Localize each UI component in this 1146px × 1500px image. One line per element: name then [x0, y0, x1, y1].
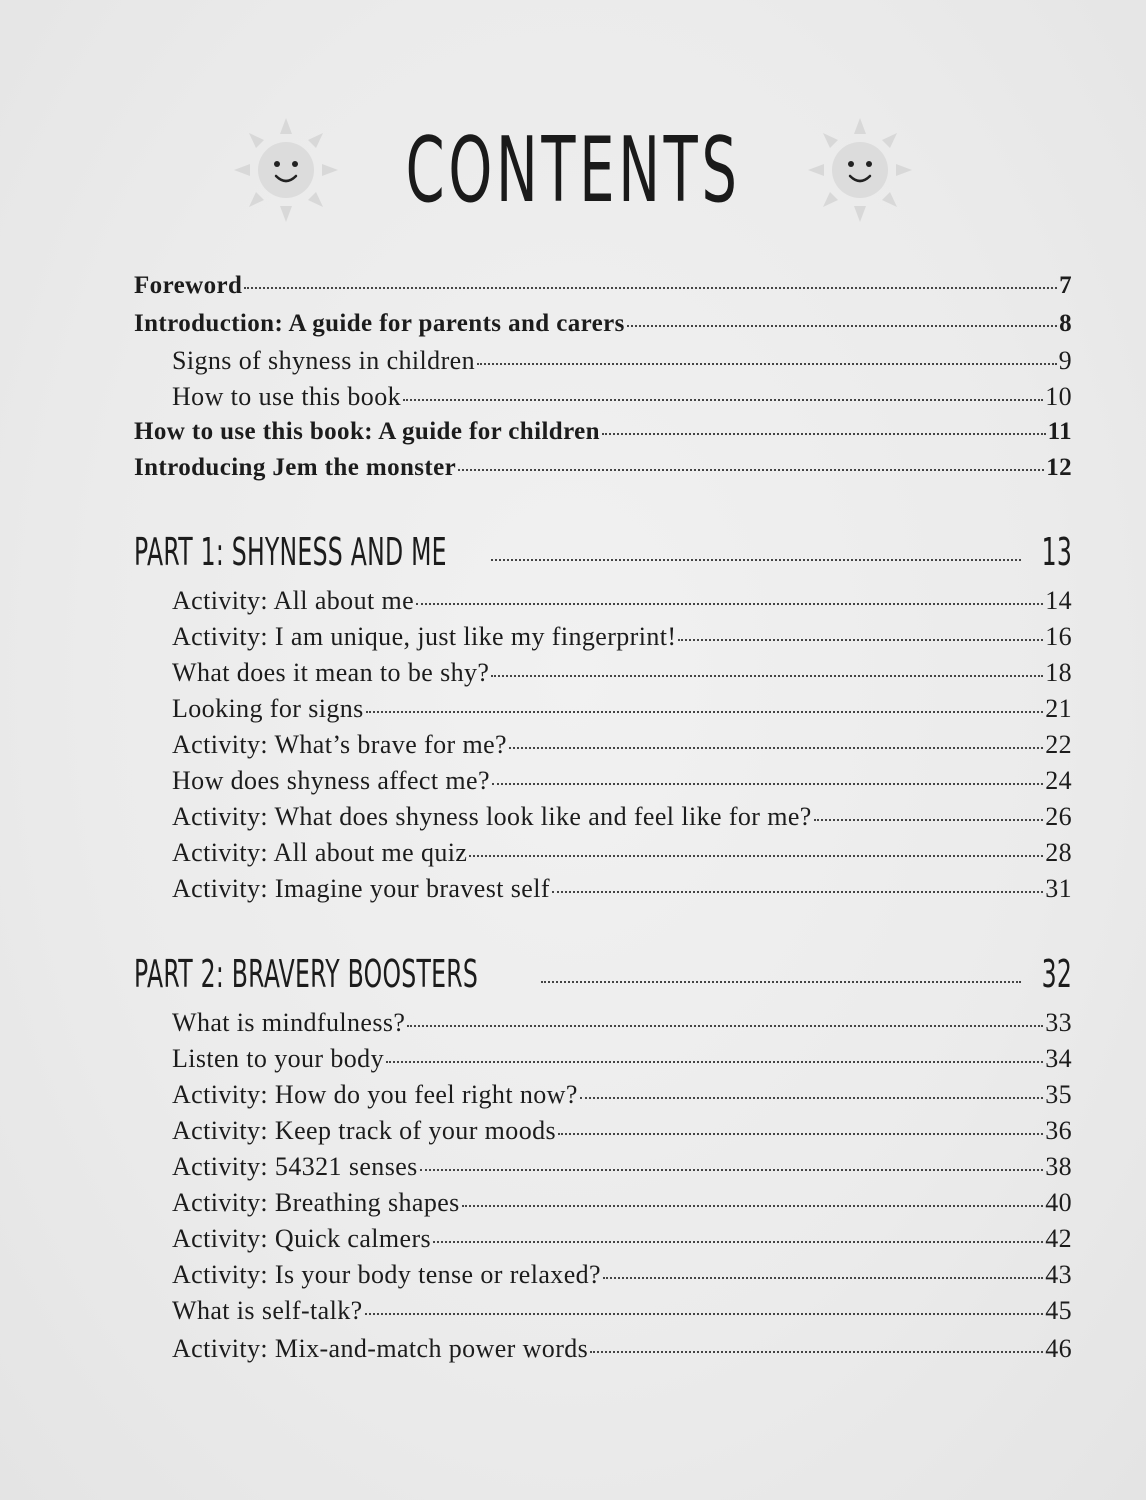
toc-entry [172, 1044, 1072, 1078]
toc-page-number: 12 [1046, 454, 1072, 481]
toc-entry-title: Activity: Imagine your bravest self [172, 874, 550, 903]
dot-leader [366, 711, 1044, 713]
toc-page-number: 40 [1045, 1188, 1072, 1217]
dot-leader [407, 1025, 1043, 1027]
toc-page-number: 13 [1041, 530, 1072, 574]
dot-leader [365, 1313, 1044, 1315]
toc-page-number: 22 [1045, 730, 1072, 759]
toc-entry [172, 1080, 1072, 1114]
dot-leader [552, 891, 1043, 893]
toc-entry-title: Activity: All about me [172, 586, 415, 615]
toc-page-number: 42 [1045, 1224, 1072, 1253]
dot-leader [492, 783, 1043, 785]
toc-page-number: 33 [1045, 1008, 1072, 1037]
toc-page-number: 9 [1058, 346, 1072, 375]
toc-page-number: 45 [1045, 1296, 1072, 1325]
page-title: CONTENTS [405, 117, 741, 223]
toc-entry-title: Introducing Jem the monster [134, 454, 457, 481]
toc-entry-title: Activity: Is your body tense or relaxed? [172, 1260, 601, 1289]
toc-entry-title: Listen to your body [172, 1044, 384, 1073]
dot-leader [678, 639, 1043, 641]
toc-entry-title: Foreword [134, 272, 243, 299]
toc-page-number: 10 [1045, 382, 1072, 411]
toc-entry-title: Activity: Quick calmers [172, 1224, 432, 1253]
toc-entry [172, 838, 1072, 872]
toc-entry [172, 1008, 1072, 1042]
toc-entry-title: Activity: Mix-and-match power words [172, 1334, 589, 1363]
toc-entry-title: Activity: What’s brave for me? [172, 730, 507, 759]
dot-leader [491, 675, 1043, 677]
toc-page-number: 21 [1045, 694, 1072, 723]
toc-page-number: 31 [1045, 874, 1072, 903]
toc-page-number: 7 [1059, 272, 1072, 299]
toc-entry-title: PART 2: BRAVERY BOOSTERS [134, 952, 479, 996]
dot-leader [541, 981, 1021, 983]
toc-part-heading [134, 530, 1072, 578]
toc-entry [172, 874, 1072, 908]
dot-leader [590, 1351, 1043, 1353]
toc-entry [172, 766, 1072, 800]
toc-entry-title: Looking for signs [172, 694, 364, 723]
dot-leader [433, 1241, 1043, 1243]
toc-page-number: 36 [1045, 1116, 1072, 1145]
dot-leader [491, 559, 1021, 561]
dot-leader [580, 1097, 1043, 1099]
toc-entry-title: Activity: I am unique, just like my fingerprint! [172, 622, 677, 651]
toc-page-number: 28 [1045, 838, 1072, 867]
toc-entry-title: How to use this book [172, 382, 401, 411]
toc-entry-title: PART 1: SHYNESS AND ME [134, 530, 447, 574]
toc-entry [172, 1334, 1072, 1368]
toc-entry [172, 1260, 1072, 1294]
dot-leader [469, 855, 1043, 857]
toc-entry-title: Activity: What does shyness look like and feel like for me? [172, 802, 812, 831]
dot-leader [558, 1133, 1043, 1135]
dot-leader [458, 469, 1044, 471]
toc-entry [172, 730, 1072, 764]
toc-entry-title: Activity: All about me quiz [172, 838, 468, 867]
toc-entry-title: Activity: Breathing shapes [172, 1188, 460, 1217]
toc-page-number: 16 [1045, 622, 1072, 651]
dot-leader [627, 325, 1057, 327]
toc-entry [134, 454, 1072, 488]
toc-page-number: 18 [1045, 658, 1072, 687]
toc-entry [134, 418, 1072, 452]
toc-entry-title: What does it mean to be shy? [172, 658, 490, 687]
toc-entry [172, 1224, 1072, 1258]
toc-entry-title: What is mindfulness? [172, 1008, 406, 1037]
toc-entry-title: How to use this book: A guide for children [134, 418, 600, 445]
toc-page-number: 38 [1045, 1152, 1072, 1181]
toc-entry [172, 1152, 1072, 1186]
dot-leader [416, 603, 1043, 605]
toc-entry [172, 586, 1072, 620]
toc-entry-title: Activity: 54321 senses [172, 1152, 418, 1181]
toc-entry [134, 272, 1072, 306]
toc-entry-title: Activity: How do you feel right now? [172, 1080, 578, 1109]
dot-leader [462, 1205, 1044, 1207]
toc-page-number: 34 [1045, 1044, 1072, 1073]
dot-leader [477, 363, 1057, 365]
dot-leader [420, 1169, 1044, 1171]
toc-entry [172, 622, 1072, 656]
toc-page-number: 43 [1045, 1260, 1072, 1289]
dot-leader [603, 1277, 1043, 1279]
toc-entry-title: How does shyness affect me? [172, 766, 490, 795]
toc-page-number: 46 [1045, 1334, 1072, 1363]
dot-leader [403, 399, 1043, 401]
dot-leader [509, 747, 1043, 749]
dot-leader [386, 1061, 1043, 1063]
toc-page-number: 26 [1045, 802, 1072, 831]
dot-leader [602, 433, 1046, 435]
toc-entry [172, 658, 1072, 692]
toc-entry [172, 802, 1072, 836]
toc-entry-title: Activity: Keep track of your moods [172, 1116, 557, 1145]
toc-page-number: 11 [1047, 418, 1072, 445]
toc-part-heading [134, 952, 1072, 1000]
toc-page-number: 14 [1045, 586, 1072, 615]
toc-page-number: 35 [1045, 1080, 1072, 1109]
toc-entry [172, 346, 1072, 380]
dot-leader [814, 819, 1043, 821]
toc-page-number: 8 [1059, 310, 1072, 337]
dot-leader [244, 287, 1057, 289]
toc-page-number: 32 [1041, 952, 1072, 996]
toc-entry [172, 382, 1072, 416]
toc-entry [134, 310, 1072, 344]
toc-entry-title: What is self-talk? [172, 1296, 363, 1325]
toc-entry-title: Signs of shyness in children [172, 346, 475, 375]
toc-entry [172, 694, 1072, 728]
toc-entry [172, 1296, 1072, 1330]
toc-entry-title: Introduction: A guide for parents and carers [134, 310, 625, 337]
toc-entry [172, 1188, 1072, 1222]
toc-entry [172, 1116, 1072, 1150]
toc-page-number: 24 [1045, 766, 1072, 795]
